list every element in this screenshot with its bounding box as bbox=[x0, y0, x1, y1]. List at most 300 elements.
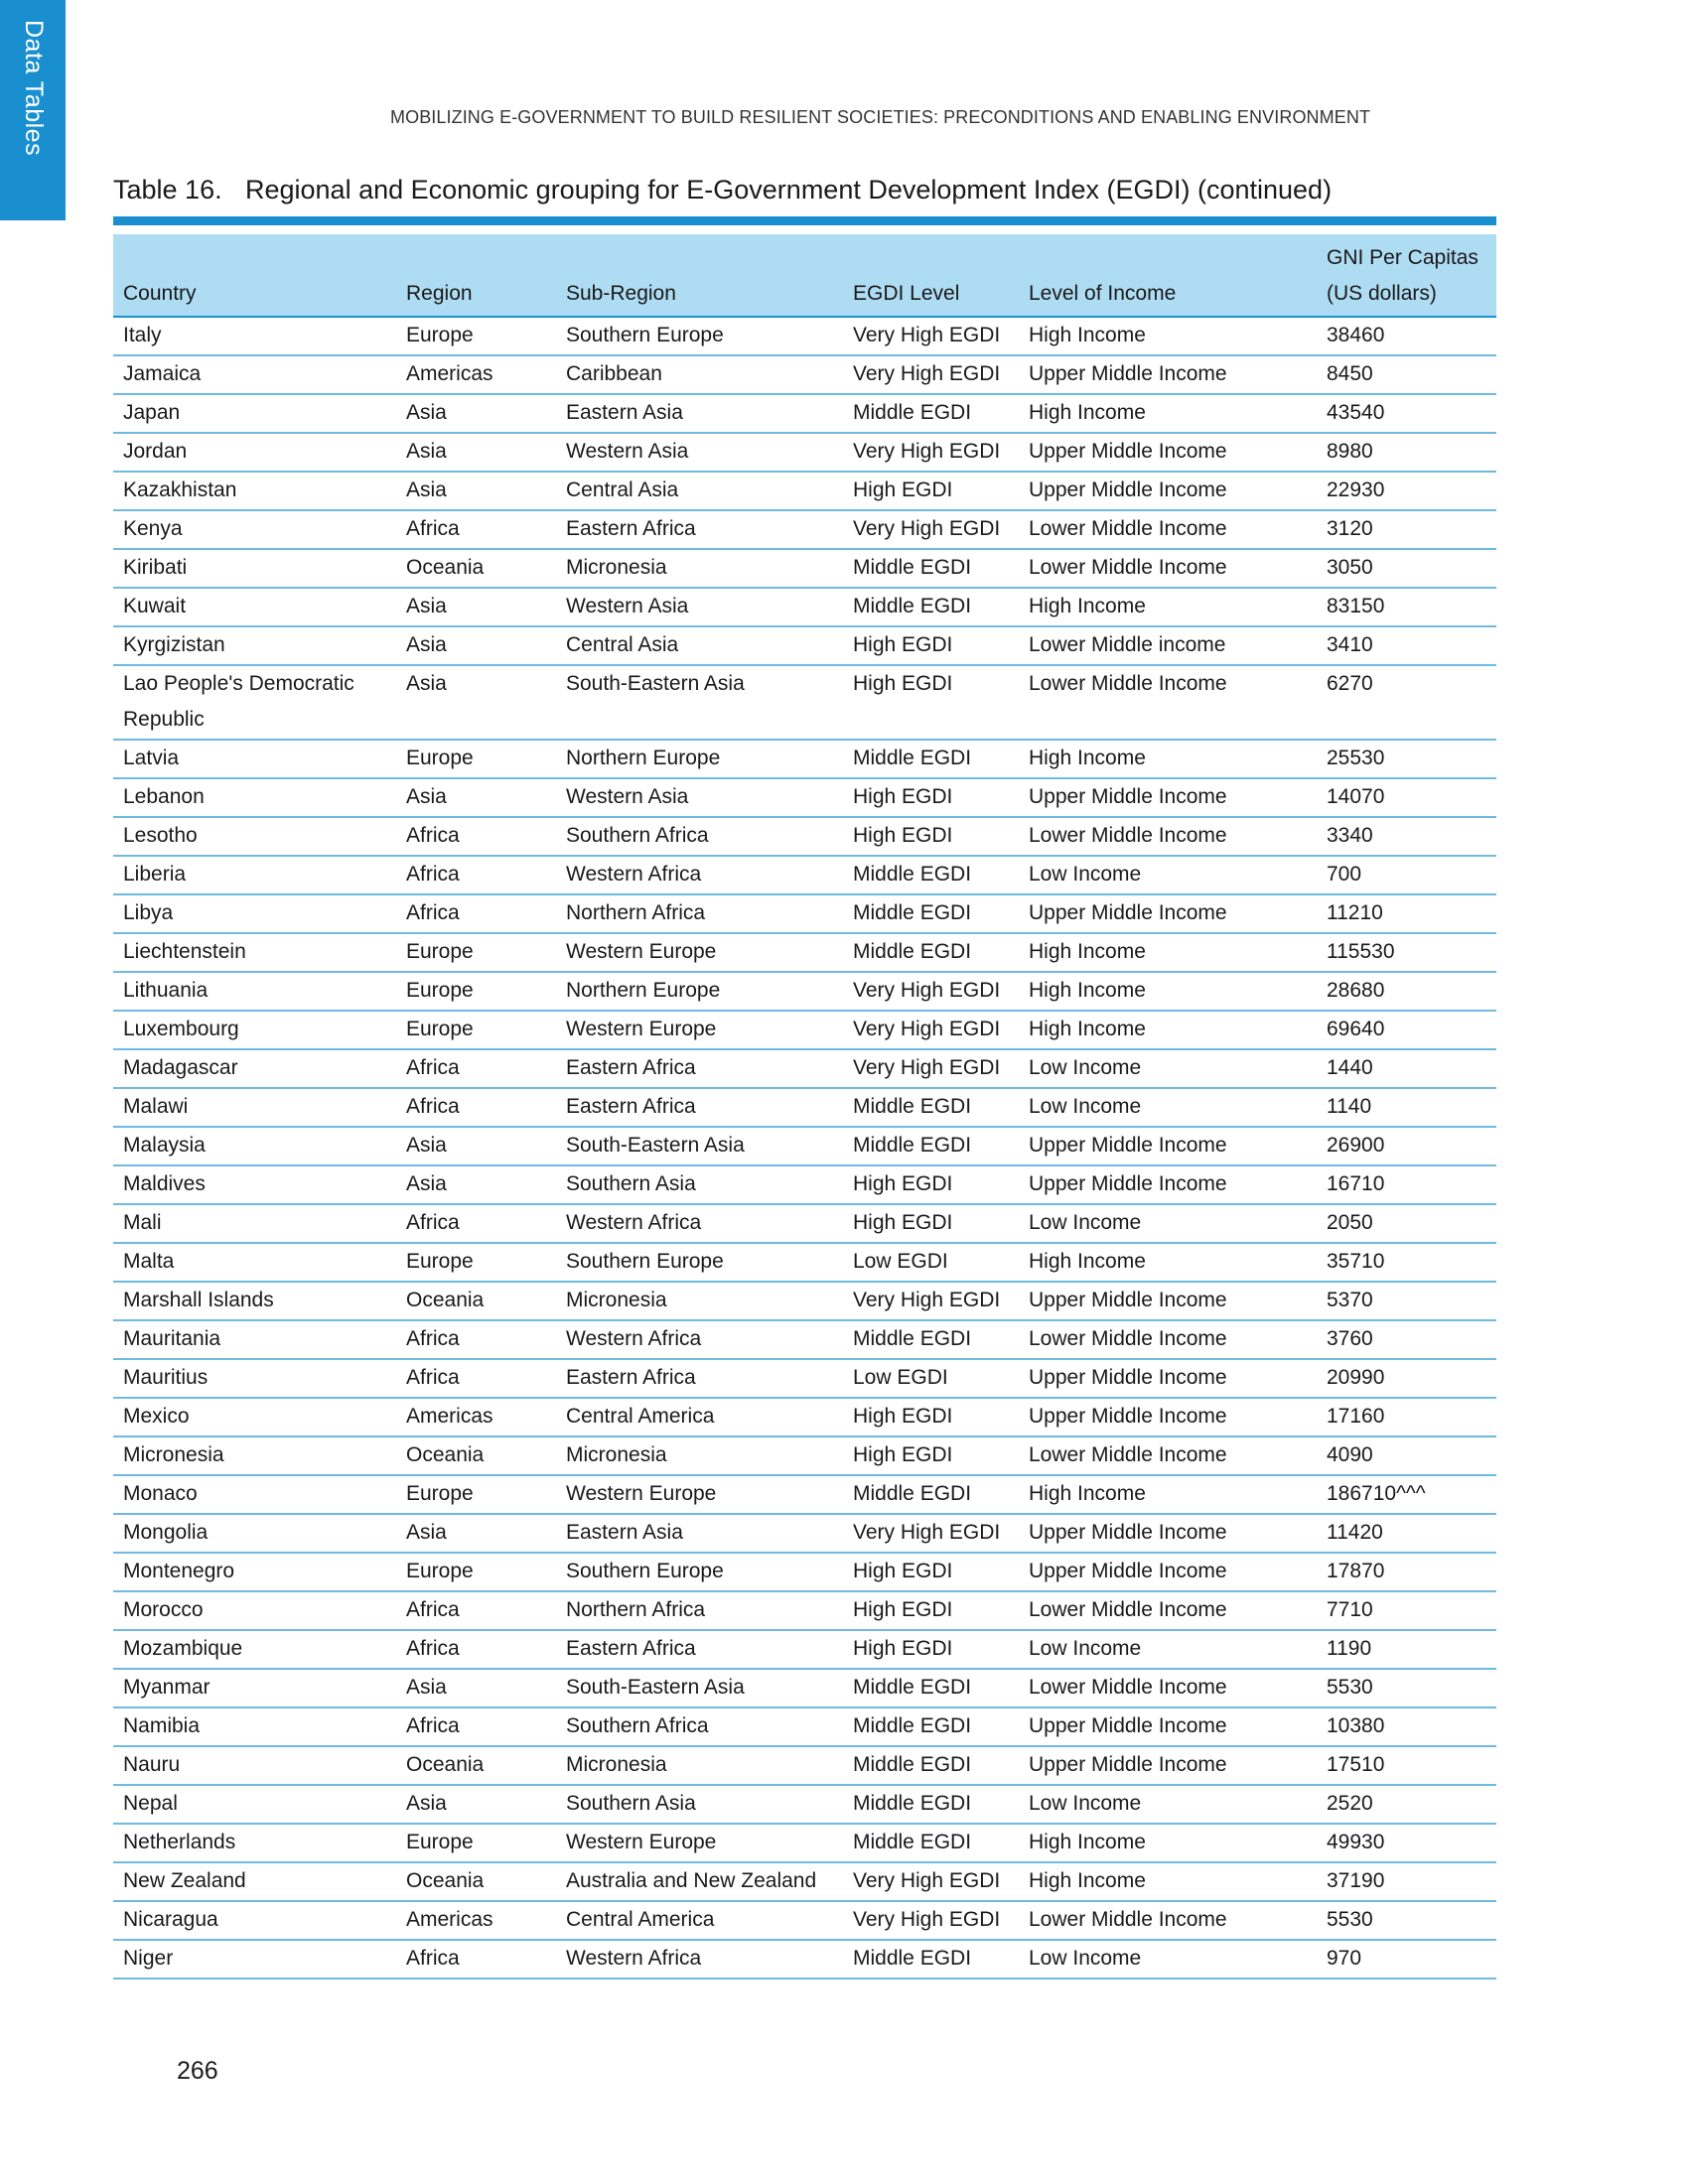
cell-egdi-level: High EGDI bbox=[843, 1204, 1019, 1243]
cell-region: Africa bbox=[396, 510, 556, 549]
cell-region: Americas bbox=[396, 1901, 556, 1940]
table-row bbox=[113, 1475, 1496, 1514]
cell-gni: 5370 bbox=[1317, 1282, 1496, 1320]
cell-gni: 26900 bbox=[1317, 1127, 1496, 1165]
cell-income-level: High Income bbox=[1019, 1862, 1317, 1901]
table-row bbox=[113, 355, 1496, 394]
cell-region: Africa bbox=[396, 1049, 556, 1088]
table-row bbox=[113, 1669, 1496, 1707]
cell-income-level: Upper Middle Income bbox=[1019, 1514, 1317, 1553]
cell-income-level: High Income bbox=[1019, 1475, 1317, 1514]
cell-country: Kiribati bbox=[113, 549, 396, 588]
cell-gni: 2050 bbox=[1317, 1204, 1496, 1243]
cell-country: Kenya bbox=[113, 510, 396, 549]
cell-subregion: Western Asia bbox=[556, 588, 843, 626]
cell-country: Lithuania bbox=[113, 972, 396, 1011]
cell-income-level: High Income bbox=[1019, 588, 1317, 626]
cell-egdi-level: Middle EGDI bbox=[843, 549, 1019, 588]
cell-egdi-level: Middle EGDI bbox=[843, 1707, 1019, 1746]
table-row bbox=[113, 394, 1496, 433]
table-title-text: Regional and Economic grouping for E-Government Development Index (EGDI) (continued) bbox=[245, 175, 1333, 205]
cell-egdi-level: Very High EGDI bbox=[843, 317, 1019, 355]
cell-egdi-level: Very High EGDI bbox=[843, 1514, 1019, 1553]
cell-subregion: Caribbean bbox=[556, 355, 843, 394]
cell-subregion: Central America bbox=[556, 1398, 843, 1436]
cell-income-level: Lower Middle Income bbox=[1019, 665, 1317, 740]
cell-subregion: Southern Europe bbox=[556, 1243, 843, 1282]
cell-gni: 1190 bbox=[1317, 1630, 1496, 1669]
cell-country: Lebanon bbox=[113, 778, 396, 817]
cell-egdi-level: Middle EGDI bbox=[843, 1669, 1019, 1707]
cell-subregion: Southern Europe bbox=[556, 1553, 843, 1591]
cell-subregion: Western Europe bbox=[556, 1011, 843, 1049]
cell-subregion: Central Asia bbox=[556, 472, 843, 510]
cell-income-level: Lower Middle Income bbox=[1019, 510, 1317, 549]
cell-region: Asia bbox=[396, 433, 556, 472]
cell-country: Monaco bbox=[113, 1475, 396, 1514]
cell-income-level: Lower Middle Income bbox=[1019, 1320, 1317, 1359]
table-row bbox=[113, 510, 1496, 549]
cell-subregion: Australia and New Zealand bbox=[556, 1862, 843, 1901]
cell-egdi-level: Very High EGDI bbox=[843, 1282, 1019, 1320]
cell-country: Liechtenstein bbox=[113, 933, 396, 972]
cell-subregion: Southern Asia bbox=[556, 1785, 843, 1824]
cell-egdi-level: Very High EGDI bbox=[843, 1049, 1019, 1088]
cell-subregion: Central Asia bbox=[556, 626, 843, 665]
side-tab-label: Data Tables bbox=[20, 20, 48, 157]
cell-country: Kuwait bbox=[113, 588, 396, 626]
cell-region: Africa bbox=[396, 1359, 556, 1398]
cell-country: Mauritius bbox=[113, 1359, 396, 1398]
col-header-gni bbox=[1317, 234, 1496, 317]
cell-gni: 2520 bbox=[1317, 1785, 1496, 1824]
table-row bbox=[113, 1165, 1496, 1204]
cell-country: Morocco bbox=[113, 1591, 396, 1630]
cell-country: Myanmar bbox=[113, 1669, 396, 1707]
cell-gni: 7710 bbox=[1317, 1591, 1496, 1630]
cell-egdi-level: Middle EGDI bbox=[843, 1475, 1019, 1514]
cell-gni: 69640 bbox=[1317, 1011, 1496, 1049]
cell-gni: 186710^^^ bbox=[1317, 1475, 1496, 1514]
table-row bbox=[113, 1514, 1496, 1553]
cell-region: Asia bbox=[396, 1127, 556, 1165]
cell-gni: 43540 bbox=[1317, 394, 1496, 433]
cell-region: Europe bbox=[396, 317, 556, 355]
cell-gni: 4090 bbox=[1317, 1436, 1496, 1475]
cell-region: Oceania bbox=[396, 1862, 556, 1901]
cell-gni: 1440 bbox=[1317, 1049, 1496, 1088]
cell-country: Jamaica bbox=[113, 355, 396, 394]
cell-subregion: Western Europe bbox=[556, 1824, 843, 1862]
cell-gni: 1140 bbox=[1317, 1088, 1496, 1127]
cell-subregion: Southern Europe bbox=[556, 317, 843, 355]
cell-income-level: Upper Middle Income bbox=[1019, 894, 1317, 933]
cell-egdi-level: Very High EGDI bbox=[843, 433, 1019, 472]
cell-country: Malta bbox=[113, 1243, 396, 1282]
cell-country: Madagascar bbox=[113, 1049, 396, 1088]
cell-region: Asia bbox=[396, 665, 556, 740]
cell-egdi-level: High EGDI bbox=[843, 1553, 1019, 1591]
cell-country: Jordan bbox=[113, 433, 396, 472]
cell-region: Oceania bbox=[396, 1746, 556, 1785]
cell-region: Asia bbox=[396, 472, 556, 510]
cell-subregion: Western Africa bbox=[556, 1940, 843, 1979]
cell-egdi-level: Very High EGDI bbox=[843, 1901, 1019, 1940]
table-row bbox=[113, 588, 1496, 626]
header-row bbox=[113, 234, 1496, 317]
cell-subregion: Eastern Asia bbox=[556, 394, 843, 433]
cell-income-level: High Income bbox=[1019, 972, 1317, 1011]
table-row bbox=[113, 1630, 1496, 1669]
cell-subregion: South-Eastern Asia bbox=[556, 1127, 843, 1165]
cell-income-level: High Income bbox=[1019, 1824, 1317, 1862]
cell-gni: 28680 bbox=[1317, 972, 1496, 1011]
cell-region: Asia bbox=[396, 626, 556, 665]
table-row bbox=[113, 626, 1496, 665]
cell-egdi-level: High EGDI bbox=[843, 472, 1019, 510]
table-header bbox=[113, 234, 1496, 317]
cell-egdi-level: Middle EGDI bbox=[843, 1746, 1019, 1785]
table-row bbox=[113, 894, 1496, 933]
cell-region: Europe bbox=[396, 933, 556, 972]
cell-income-level: Upper Middle Income bbox=[1019, 1165, 1317, 1204]
cell-country: Liberia bbox=[113, 856, 396, 894]
cell-egdi-level: Middle EGDI bbox=[843, 1127, 1019, 1165]
cell-region: Europe bbox=[396, 1475, 556, 1514]
col-header-income-level: Level of Income bbox=[1019, 234, 1317, 317]
cell-egdi-level: Middle EGDI bbox=[843, 588, 1019, 626]
cell-income-level: High Income bbox=[1019, 394, 1317, 433]
table-number: Table 16. bbox=[113, 175, 222, 205]
cell-egdi-level: Very High EGDI bbox=[843, 972, 1019, 1011]
page-number: 266 bbox=[177, 2057, 218, 2085]
cell-gni: 3120 bbox=[1317, 510, 1496, 549]
cell-subregion: Northern Europe bbox=[556, 740, 843, 778]
cell-country: Luxembourg bbox=[113, 1011, 396, 1049]
cell-subregion: South-Eastern Asia bbox=[556, 1669, 843, 1707]
table-row bbox=[113, 1746, 1496, 1785]
cell-gni: 8450 bbox=[1317, 355, 1496, 394]
cell-egdi-level: Very High EGDI bbox=[843, 1011, 1019, 1049]
cell-region: Africa bbox=[396, 817, 556, 856]
cell-country: Italy bbox=[113, 317, 396, 355]
cell-income-level: Lower Middle Income bbox=[1019, 1669, 1317, 1707]
cell-country: Mexico bbox=[113, 1398, 396, 1436]
cell-income-level: Low Income bbox=[1019, 1785, 1317, 1824]
col-header-country: Country bbox=[113, 234, 396, 317]
cell-egdi-level: High EGDI bbox=[843, 1165, 1019, 1204]
cell-subregion: Central America bbox=[556, 1901, 843, 1940]
cell-subregion: Eastern Africa bbox=[556, 510, 843, 549]
cell-income-level: Upper Middle Income bbox=[1019, 1359, 1317, 1398]
cell-income-level: Upper Middle Income bbox=[1019, 1127, 1317, 1165]
cell-country: Maldives bbox=[113, 1165, 396, 1204]
table-row bbox=[113, 933, 1496, 972]
cell-country: Nauru bbox=[113, 1746, 396, 1785]
cell-country: Marshall Islands bbox=[113, 1282, 396, 1320]
table-row bbox=[113, 1553, 1496, 1591]
cell-region: Asia bbox=[396, 1785, 556, 1824]
cell-income-level: High Income bbox=[1019, 740, 1317, 778]
table-row bbox=[113, 1320, 1496, 1359]
cell-subregion: Western Asia bbox=[556, 778, 843, 817]
cell-subregion: Western Asia bbox=[556, 433, 843, 472]
cell-income-level: High Income bbox=[1019, 317, 1317, 355]
cell-income-level: High Income bbox=[1019, 1243, 1317, 1282]
cell-gni: 970 bbox=[1317, 1940, 1496, 1979]
cell-subregion: Micronesia bbox=[556, 1436, 843, 1475]
cell-gni: 6270 bbox=[1317, 665, 1496, 740]
table-row bbox=[113, 1940, 1496, 1979]
table-row bbox=[113, 1591, 1496, 1630]
cell-subregion: Western Africa bbox=[556, 856, 843, 894]
table-row bbox=[113, 1011, 1496, 1049]
cell-country: Niger bbox=[113, 1940, 396, 1979]
table-row bbox=[113, 1824, 1496, 1862]
cell-egdi-level: High EGDI bbox=[843, 1630, 1019, 1669]
cell-subregion: Eastern Africa bbox=[556, 1359, 843, 1398]
cell-country: Micronesia bbox=[113, 1436, 396, 1475]
cell-gni: 700 bbox=[1317, 856, 1496, 894]
cell-region: Asia bbox=[396, 1165, 556, 1204]
cell-country: Netherlands bbox=[113, 1824, 396, 1862]
cell-region: Africa bbox=[396, 856, 556, 894]
table-body bbox=[113, 317, 1496, 1979]
cell-gni: 25530 bbox=[1317, 740, 1496, 778]
cell-subregion: Eastern Africa bbox=[556, 1630, 843, 1669]
table-row bbox=[113, 1436, 1496, 1475]
cell-income-level: Low Income bbox=[1019, 1940, 1317, 1979]
running-header: MOBILIZING E-GOVERNMENT TO BUILD RESILIENT SOCIETIES: PRECONDITIONS AND ENABLING ENVIRONMENT bbox=[390, 107, 1371, 127]
cell-country: Nicaragua bbox=[113, 1901, 396, 1940]
cell-gni: 115530 bbox=[1317, 933, 1496, 972]
cell-income-level: Low Income bbox=[1019, 1049, 1317, 1088]
cell-egdi-level: Middle EGDI bbox=[843, 1940, 1019, 1979]
cell-income-level: Upper Middle Income bbox=[1019, 355, 1317, 394]
cell-country: Libya bbox=[113, 894, 396, 933]
cell-subregion: Western Africa bbox=[556, 1320, 843, 1359]
cell-gni: 38460 bbox=[1317, 317, 1496, 355]
cell-country: Latvia bbox=[113, 740, 396, 778]
cell-gni: 11210 bbox=[1317, 894, 1496, 933]
cell-gni: 17160 bbox=[1317, 1398, 1496, 1436]
cell-subregion: Eastern Asia bbox=[556, 1514, 843, 1553]
cell-income-level: High Income bbox=[1019, 1011, 1317, 1049]
cell-country: Kazakhistan bbox=[113, 472, 396, 510]
cell-gni: 8980 bbox=[1317, 433, 1496, 472]
cell-subregion: Micronesia bbox=[556, 1746, 843, 1785]
cell-income-level: Upper Middle Income bbox=[1019, 1553, 1317, 1591]
cell-region: Europe bbox=[396, 740, 556, 778]
cell-income-level: Low Income bbox=[1019, 856, 1317, 894]
cell-income-level: Upper Middle Income bbox=[1019, 433, 1317, 472]
cell-gni: 22930 bbox=[1317, 472, 1496, 510]
cell-region: Asia bbox=[396, 394, 556, 433]
cell-gni: 16710 bbox=[1317, 1165, 1496, 1204]
table-row bbox=[113, 433, 1496, 472]
cell-country: Malaysia bbox=[113, 1127, 396, 1165]
cell-income-level: Upper Middle Income bbox=[1019, 1707, 1317, 1746]
table-row bbox=[113, 1359, 1496, 1398]
cell-egdi-level: Middle EGDI bbox=[843, 740, 1019, 778]
cell-region: Oceania bbox=[396, 1282, 556, 1320]
cell-country: Kyrgizistan bbox=[113, 626, 396, 665]
cell-subregion: Northern Africa bbox=[556, 894, 843, 933]
cell-gni: 5530 bbox=[1317, 1901, 1496, 1940]
cell-subregion: Northern Africa bbox=[556, 1591, 843, 1630]
table-row bbox=[113, 1282, 1496, 1320]
table-row bbox=[113, 856, 1496, 894]
cell-gni: 3340 bbox=[1317, 817, 1496, 856]
cell-income-level: Lower Middle Income bbox=[1019, 1591, 1317, 1630]
table-row bbox=[113, 972, 1496, 1011]
col-header-egdi-level: EGDI Level bbox=[843, 234, 1019, 317]
cell-egdi-level: High EGDI bbox=[843, 626, 1019, 665]
cell-gni: 3050 bbox=[1317, 549, 1496, 588]
cell-region: Africa bbox=[396, 1630, 556, 1669]
cell-egdi-level: Very High EGDI bbox=[843, 355, 1019, 394]
cell-country: Japan bbox=[113, 394, 396, 433]
egdi-grouping-table bbox=[113, 234, 1496, 1979]
cell-region: Europe bbox=[396, 1553, 556, 1591]
cell-country: Montenegro bbox=[113, 1553, 396, 1591]
cell-gni: 11420 bbox=[1317, 1514, 1496, 1553]
table-row bbox=[113, 1049, 1496, 1088]
cell-gni: 17510 bbox=[1317, 1746, 1496, 1785]
cell-egdi-level: Very High EGDI bbox=[843, 1862, 1019, 1901]
gni-header-line2: (US dollars) bbox=[1327, 282, 1437, 305]
cell-income-level: Lower Middle Income bbox=[1019, 1436, 1317, 1475]
cell-country: Lesotho bbox=[113, 817, 396, 856]
table-row bbox=[113, 778, 1496, 817]
cell-egdi-level: High EGDI bbox=[843, 1591, 1019, 1630]
cell-region: Asia bbox=[396, 1669, 556, 1707]
cell-subregion: Northern Europe bbox=[556, 972, 843, 1011]
cell-gni: 3760 bbox=[1317, 1320, 1496, 1359]
cell-country: Lao People's Democratic Republic bbox=[113, 665, 396, 740]
cell-subregion: Micronesia bbox=[556, 1282, 843, 1320]
cell-income-level: Upper Middle Income bbox=[1019, 1282, 1317, 1320]
cell-subregion: Eastern Africa bbox=[556, 1088, 843, 1127]
table-row bbox=[113, 665, 1496, 740]
cell-region: Africa bbox=[396, 1320, 556, 1359]
cell-region: Europe bbox=[396, 972, 556, 1011]
cell-region: Africa bbox=[396, 1088, 556, 1127]
cell-country: Mauritania bbox=[113, 1320, 396, 1359]
cell-region: Oceania bbox=[396, 1436, 556, 1475]
cell-egdi-level: High EGDI bbox=[843, 817, 1019, 856]
cell-subregion: Western Europe bbox=[556, 933, 843, 972]
cell-country: Nepal bbox=[113, 1785, 396, 1824]
cell-country: Namibia bbox=[113, 1707, 396, 1746]
cell-egdi-level: Middle EGDI bbox=[843, 933, 1019, 972]
cell-income-level: Lower Middle Income bbox=[1019, 549, 1317, 588]
cell-region: Africa bbox=[396, 1591, 556, 1630]
cell-gni: 20990 bbox=[1317, 1359, 1496, 1398]
cell-region: Africa bbox=[396, 1204, 556, 1243]
table-row bbox=[113, 1901, 1496, 1940]
cell-gni: 35710 bbox=[1317, 1243, 1496, 1282]
cell-country: Mali bbox=[113, 1204, 396, 1243]
cell-egdi-level: High EGDI bbox=[843, 665, 1019, 740]
table-row bbox=[113, 1398, 1496, 1436]
cell-region: Europe bbox=[396, 1243, 556, 1282]
cell-egdi-level: Middle EGDI bbox=[843, 1824, 1019, 1862]
cell-subregion: Southern Asia bbox=[556, 1165, 843, 1204]
cell-country: Mozambique bbox=[113, 1630, 396, 1669]
col-header-subregion: Sub-Region bbox=[556, 234, 843, 317]
cell-egdi-level: Middle EGDI bbox=[843, 1320, 1019, 1359]
cell-egdi-level: High EGDI bbox=[843, 1398, 1019, 1436]
cell-region: Europe bbox=[396, 1824, 556, 1862]
cell-gni: 49930 bbox=[1317, 1824, 1496, 1862]
cell-subregion: Southern Africa bbox=[556, 817, 843, 856]
cell-subregion: Micronesia bbox=[556, 549, 843, 588]
cell-region: Americas bbox=[396, 355, 556, 394]
table-row bbox=[113, 817, 1496, 856]
cell-income-level: Upper Middle Income bbox=[1019, 778, 1317, 817]
cell-region: Africa bbox=[396, 894, 556, 933]
cell-country: New Zealand bbox=[113, 1862, 396, 1901]
cell-region: Asia bbox=[396, 778, 556, 817]
cell-income-level: Low Income bbox=[1019, 1088, 1317, 1127]
cell-country: Mongolia bbox=[113, 1514, 396, 1553]
cell-gni: 3410 bbox=[1317, 626, 1496, 665]
table-row bbox=[113, 1785, 1496, 1824]
cell-egdi-level: Middle EGDI bbox=[843, 1088, 1019, 1127]
col-header-region: Region bbox=[396, 234, 556, 317]
cell-gni: 5530 bbox=[1317, 1669, 1496, 1707]
table-row bbox=[113, 1088, 1496, 1127]
cell-egdi-level: High EGDI bbox=[843, 1436, 1019, 1475]
cell-country: Malawi bbox=[113, 1088, 396, 1127]
cell-income-level: Lower Middle income bbox=[1019, 626, 1317, 665]
table-row bbox=[113, 1204, 1496, 1243]
cell-gni: 83150 bbox=[1317, 588, 1496, 626]
cell-subregion: Eastern Africa bbox=[556, 1049, 843, 1088]
cell-egdi-level: Middle EGDI bbox=[843, 394, 1019, 433]
cell-subregion: Western Africa bbox=[556, 1204, 843, 1243]
cell-egdi-level: High EGDI bbox=[843, 778, 1019, 817]
cell-income-level: High Income bbox=[1019, 933, 1317, 972]
table-row bbox=[113, 1127, 1496, 1165]
cell-region: Africa bbox=[396, 1940, 556, 1979]
table-row bbox=[113, 472, 1496, 510]
table-row bbox=[113, 1707, 1496, 1746]
cell-region: Asia bbox=[396, 1514, 556, 1553]
cell-income-level: Upper Middle Income bbox=[1019, 472, 1317, 510]
cell-egdi-level: Low EGDI bbox=[843, 1359, 1019, 1398]
table-row bbox=[113, 740, 1496, 778]
cell-gni: 17870 bbox=[1317, 1553, 1496, 1591]
gni-header-line1: GNI Per Capitas bbox=[1327, 246, 1478, 269]
cell-region: Africa bbox=[396, 1707, 556, 1746]
cell-egdi-level: Middle EGDI bbox=[843, 894, 1019, 933]
table-row bbox=[113, 549, 1496, 588]
side-section-tab bbox=[0, 0, 66, 220]
cell-gni: 10380 bbox=[1317, 1707, 1496, 1746]
cell-region: Oceania bbox=[396, 549, 556, 588]
cell-gni: 14070 bbox=[1317, 778, 1496, 817]
cell-subregion: South-Eastern Asia bbox=[556, 665, 843, 740]
cell-income-level: Lower Middle Income bbox=[1019, 817, 1317, 856]
table-row bbox=[113, 1243, 1496, 1282]
cell-egdi-level: Very High EGDI bbox=[843, 510, 1019, 549]
table-row bbox=[113, 317, 1496, 355]
cell-subregion: Western Europe bbox=[556, 1475, 843, 1514]
cell-region: Europe bbox=[396, 1011, 556, 1049]
cell-subregion: Southern Africa bbox=[556, 1707, 843, 1746]
